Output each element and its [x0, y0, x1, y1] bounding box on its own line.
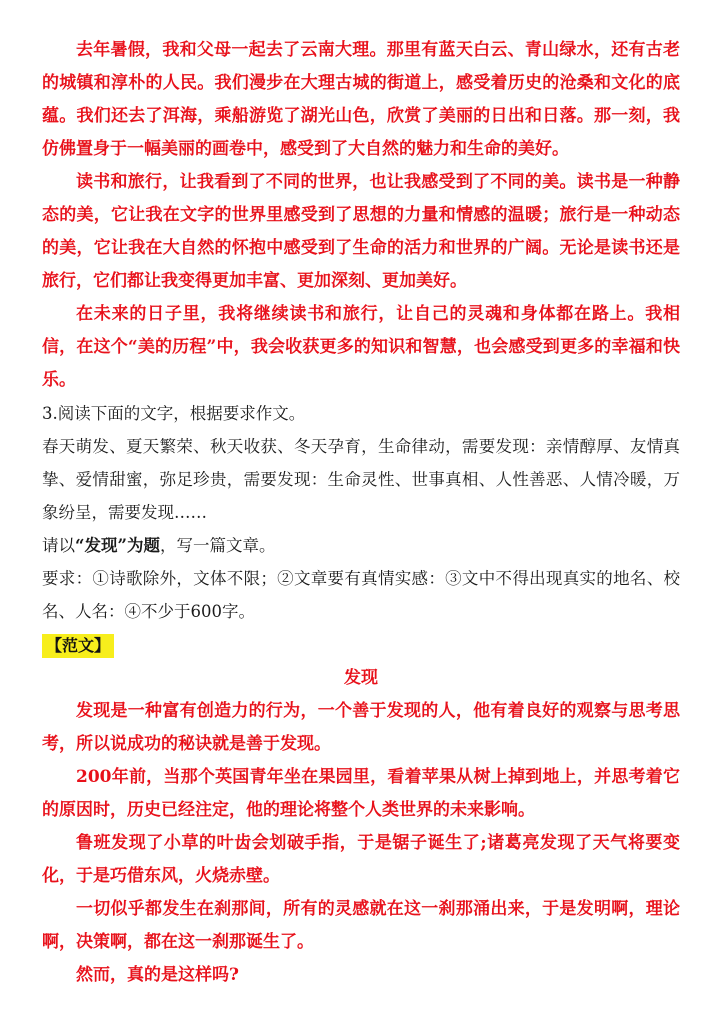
essay-paragraph: 去年暑假，我和父母一起去了云南大理。那里有蓝天白云、青山绿水，还有古老的城镇和淳朴的人民。我们漫步在大理古城的街道上，感受着历史的沧桑和文化的底蕴。我们还去了洱海，乘船游览了湖光山色，欣赏了美丽的日出和日落。那一刻，我仿佛置身于一幅美丽的画卷中，感受到了大自然的魅力和生命的美好。 — [42, 40, 680, 159]
essay-paragraph: 在未来的日子里，我将继续读书和旅行，让自己的灵魂和身体都在路上。我相信，在这个“美的历程”中，我会收获更多的知识和智慧，也会感受到更多的幸福和快乐。 — [42, 304, 680, 390]
sample-essay-title: 发现 — [344, 668, 378, 688]
question-instruction — [42, 529, 680, 562]
instruction-pre: 请以 — [42, 536, 75, 555]
question-heading: 3.阅读下面的文字，根据要求作文。 — [42, 404, 306, 423]
sample-paragraph: 鲁班发现了小草的叶齿会划破手指，于是锯子诞生了;诸葛亮发现了天气将要变化，于是巧借东风，火烧赤壁。 — [42, 833, 680, 886]
document-page — [42, 34, 680, 992]
sample-tag-row — [42, 628, 680, 662]
question-prompt: 春天萌发、夏天繁荣、秋天收获、冬天孕育，生命律动，需要发现：亲情醇厚、友情真挚、爱情甜蜜，弥足珍贵，需要发现：生命灵性、世事真相、人性善恶、人情冷暖，万象纷呈，需要发现…… — [42, 437, 680, 522]
sample-paragraph: 发现是一种富有创造力的行为，一个善于发现的人，他有着良好的观察与思考思考，所以说成功的秘诀就是善于发现。 — [42, 701, 680, 754]
instruction-post: ，写一篇文章。 — [159, 536, 276, 555]
sample-paragraph: 一切似乎都发生在刹那间，所有的灵感就在这一刹那涌出来，于是发明啊，理论啊，决策啊，都在这一刹那诞生了。 — [42, 899, 680, 952]
instruction-topic: “发现”为题 — [75, 536, 160, 555]
sample-essay-tag: 【范文】 — [42, 634, 114, 658]
essay-paragraph: 读书和旅行，让我看到了不同的世界，也让我感受到了不同的美。读书是一种静态的美，它让我在文字的世界里感受到了思想的力量和情感的温暖；旅行是一种动态的美，它让我在大自然的怀抱中感受到了生命的活力和世界的广阔。无论是读书还是旅行，它们都让我变得更加丰富、更加深刻、更加美好。 — [42, 172, 680, 291]
question-requirements: 要求：①诗歌除外，文体不限；②文章要有真情实感：③文中不得出现真实的地名、校名、人名：④不少于600字。 — [42, 569, 680, 621]
sample-paragraph: 然而，真的是这样吗? — [76, 965, 239, 985]
sample-paragraph: 200年前，当那个英国青年坐在果园里，看着苹果从树上掉到地上，并思考着它的原因时，历史已经注定，他的理论将整个人类世界的未来影响。 — [42, 767, 680, 820]
